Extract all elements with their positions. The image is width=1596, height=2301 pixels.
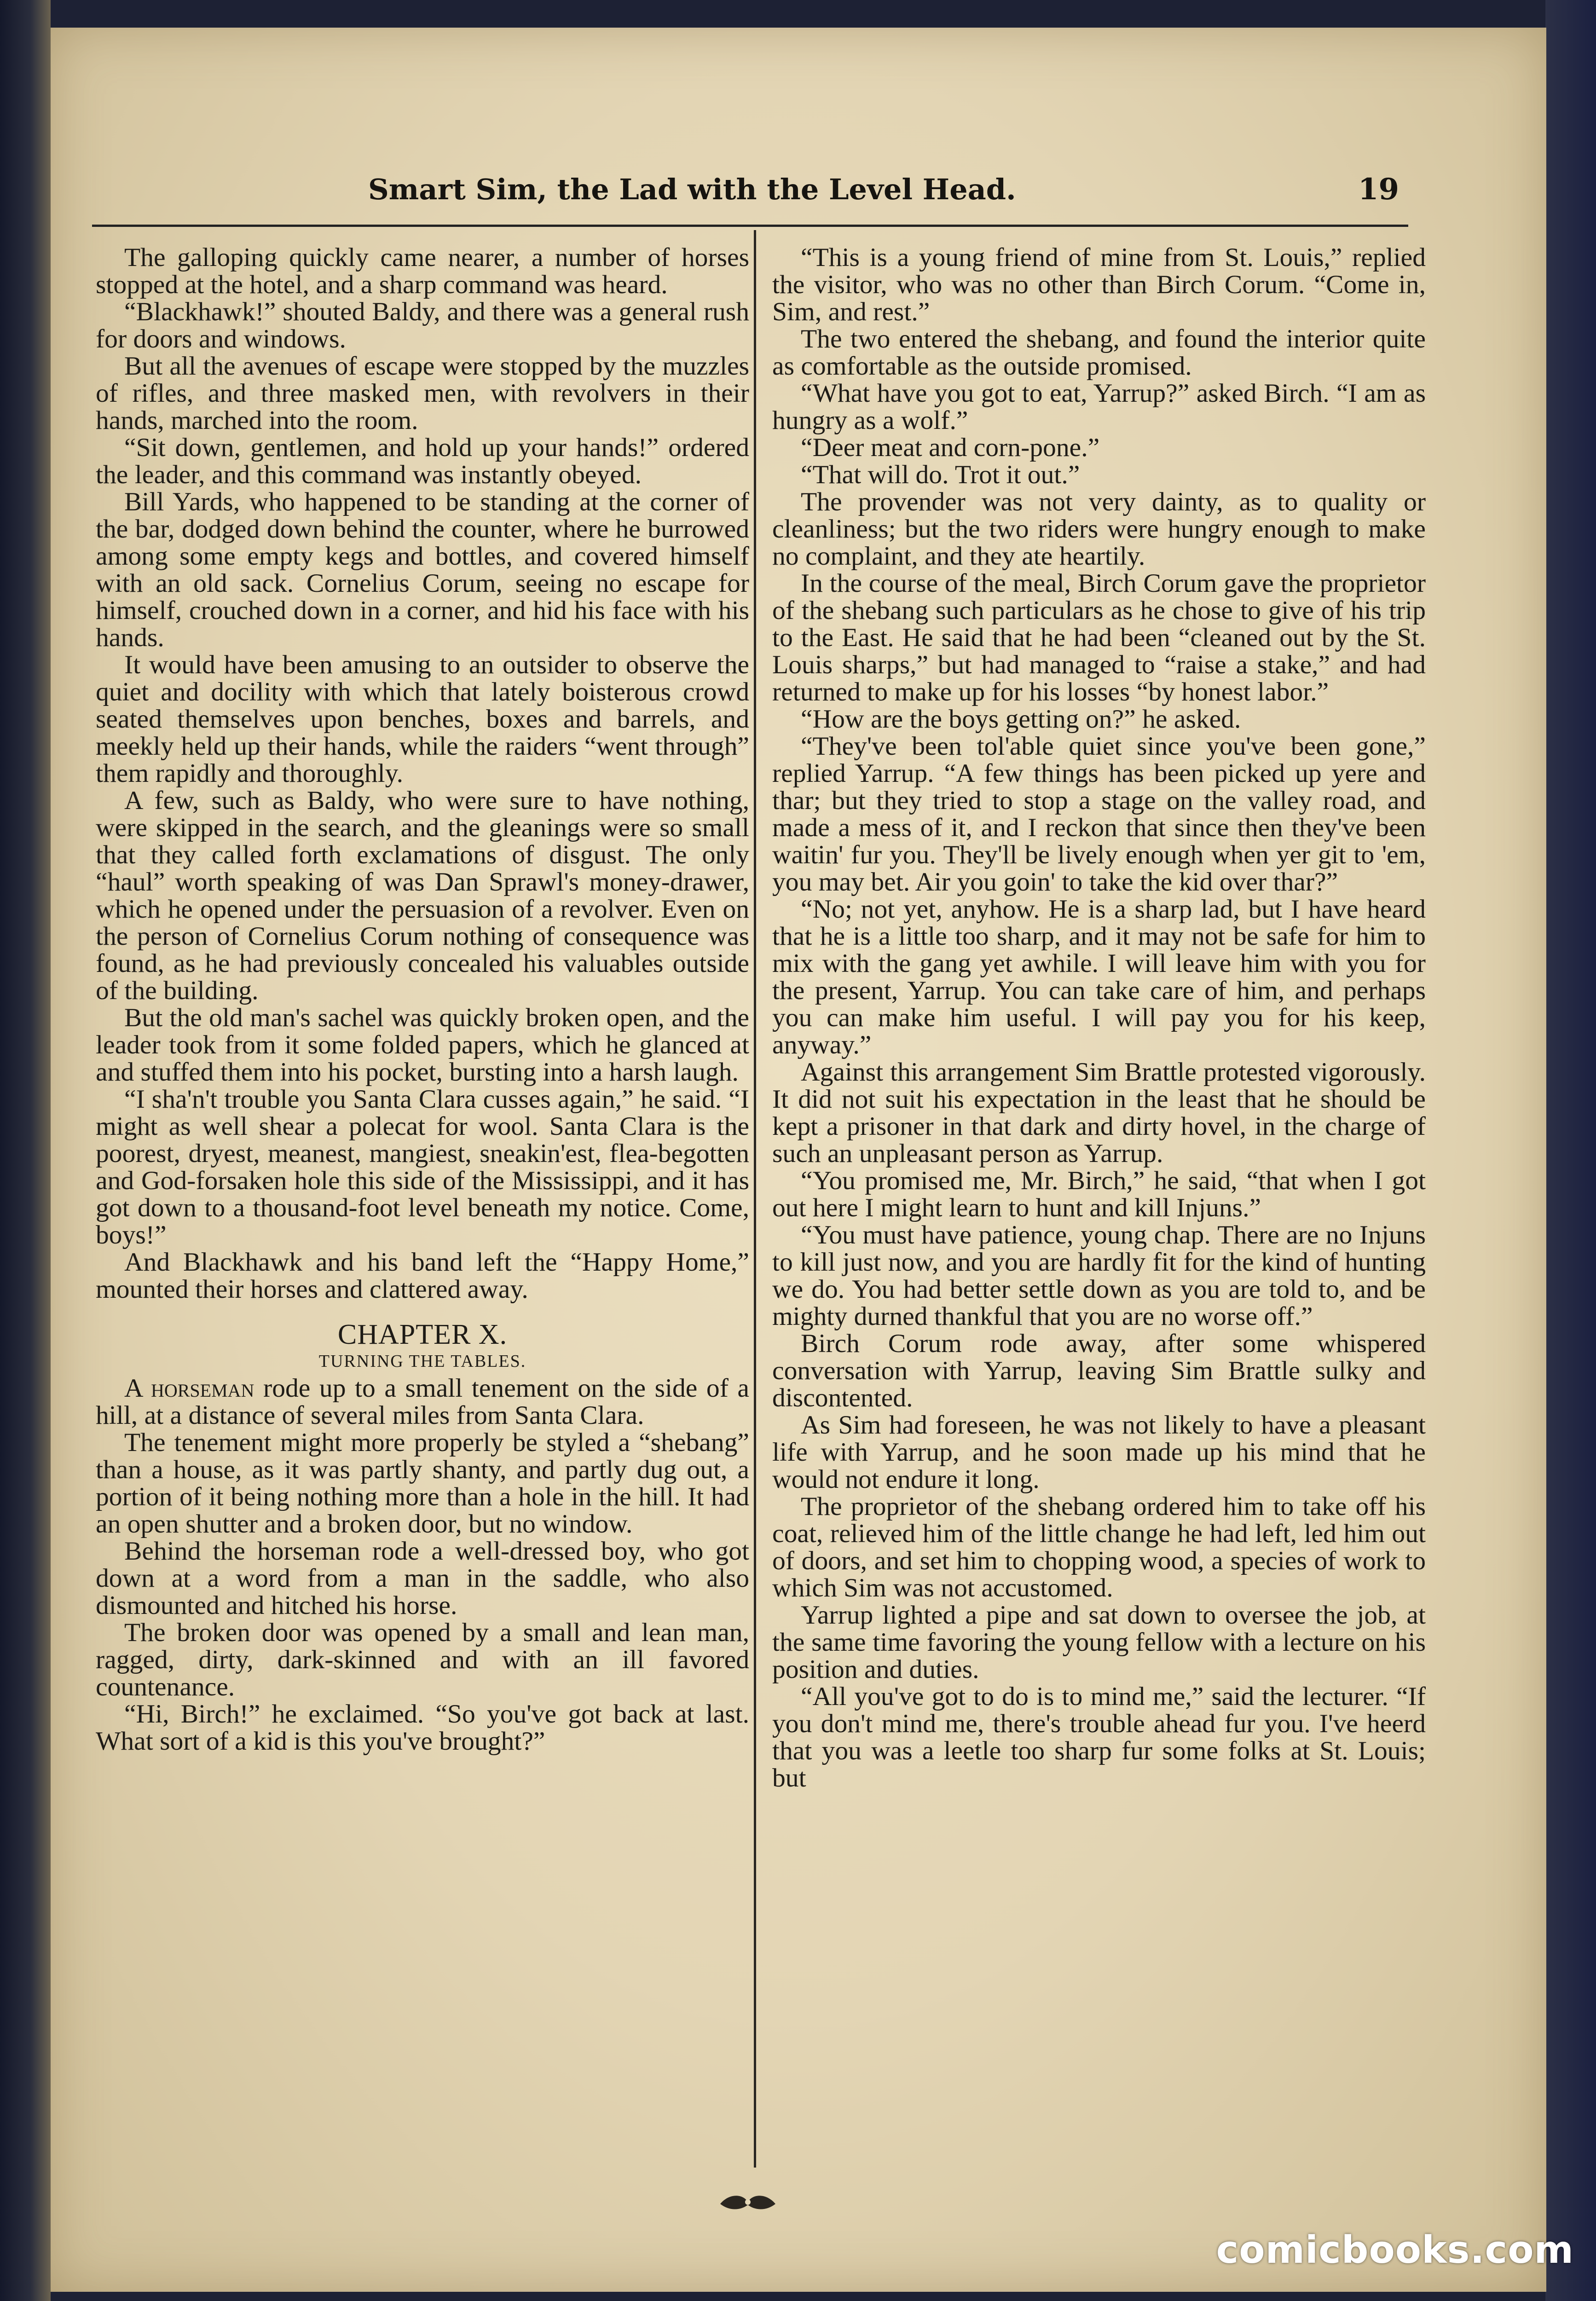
paragraph: “Hi, Birch!” he exclaimed. “So you've got back at last. What sort of a kid is this you've brought?” — [96, 1700, 749, 1756]
paragraph: “All you've got to do is to mind me,” said the lecturer. “If you don't mind me, there's trouble ahead fur you. I've heerd that you was a leetle too sharp fur some folks at St. Louis; but — [772, 1682, 1426, 1792]
scan-background-left — [0, 0, 51, 2301]
paragraph: The two entered the shebang, and found the interior quite as comfortable as the outside promised. — [772, 324, 1426, 381]
paragraph: Against this arrangement Sim Brattle protested vigorously. It did not suit his expectation in the least that he should be kept a prisoner in that dark and dirty hovel, in the charge of such an unpleasant person as Yarrup. — [772, 1058, 1426, 1168]
paragraph: A few, such as Baldy, who were sure to have nothing, were skipped in the search, and the gleanings were so small that they called forth exclamations of disgust. The only “haul” worth speaking of was Dan Sprawl's money-drawer, which he opened under the persuasion of a revolver. Even on the person of Cornelius Corum nothing of consequence was found, as he had previously concealed his valuables outside of the building. — [96, 786, 749, 1005]
chapter-lead-words: A horseman — [124, 1374, 254, 1403]
chapter-title: CHAPTER X. — [337, 1319, 508, 1350]
paragraph: “Blackhawk!” shouted Baldy, and there was a general rush for doors and windows. — [96, 297, 749, 353]
left-column — [96, 244, 749, 2177]
paragraph: “This is a young friend of mine from St. Louis,” replied the visitor, who was no other than Birch Corum. “Come in, Sim, and rest.” — [772, 244, 1426, 326]
paragraph: “Sit down, gentlemen, and hold up your hands!” ordered the leader, and this command was instantly obeyed. — [96, 433, 749, 489]
chapter-subtitle: TURNING THE TABLES. — [318, 1352, 526, 1371]
paragraph: The proprietor of the shebang ordered him to take off his coat, relieved him of the little change he had left, led him out of doors, and set him to chopping wood, a species of work to which Sim was not accustomed. — [772, 1492, 1426, 1602]
chapter-opening-paragraph — [96, 1375, 749, 1429]
paragraph: “That will do. Trot it out.” — [801, 460, 1080, 489]
scan-background-right — [1545, 0, 1596, 2301]
paragraph: The provender was not very dainty, as to quality or cleanliness; but the two riders were hungry enough to make no complaint, and they ate heartily. — [772, 487, 1426, 571]
header-rule — [92, 225, 1408, 227]
paragraph: “No; not yet, anyhow. He is a sharp lad, but I have heard that he is a little too sharp, and it may not be safe for him to mix with the gang yet awhile. I will leave him with you for the present, Yarrup. You can take care of him, and perhaps you can make him useful. I will pay you for his keep, anyway.” — [772, 895, 1426, 1059]
paragraph: Bill Yards, who happened to be standing at the corner of the bar, dodged down behind the counter, where he burrowed among some empty kegs and bottles, and covered himself with an old sack. Cornelius Corum, seeing no escape for himself, crouched down in a corner, and hid his face with his hands. — [96, 487, 749, 652]
printer-ornament-icon — [716, 2188, 780, 2216]
paragraph: As Sim had foreseen, he was not likely to have a pleasant life with Yarrup, and he soon made up his mind that he would not endure it long. — [772, 1411, 1426, 1494]
page-number: 19 — [1358, 172, 1399, 207]
paragraph: But the old man's sachel was quickly broken open, and the leader took from it some folded papers, which he glanced at and stuffed them into his pocket, bursting into a harsh laugh. — [96, 1003, 749, 1087]
paragraph: It would have been amusing to an outsider to observe the quiet and docility with which that lately boisterous crowd seated themselves upon benches, boxes and barrels, and meekly held up their hands, while the raiders “went through” them rapidly and thoroughly. — [96, 650, 749, 788]
paragraph: “How are the boys getting on?” he asked. — [801, 705, 1241, 734]
paragraph: Birch Corum rode away, after some whispered conversation with Yarrup, leaving Sim Brattle sulky and discontented. — [772, 1329, 1426, 1412]
paragraph: The galloping quickly came nearer, a number of horses stopped at the hotel, and a sharp command was heard. — [96, 244, 749, 299]
right-column — [772, 244, 1426, 2177]
paragraph: In the course of the meal, Birch Corum gave the proprietor of the shebang such particulars as he chose to give of his trip to the East. He said that he had been “cleaned out by the St. Louis sharps,” but had managed to “raise a stake,” and had returned to make up for his losses “by honest labor.” — [772, 569, 1426, 706]
paragraph: But all the avenues of escape were stopped by the muzzles of rifles, and three masked men, with revolvers in their hands, marched into the room. — [96, 352, 749, 435]
paragraph: Behind the horseman rode a well-dressed boy, who got down at a word from a man in the saddle, who also dismounted and hitched his horse. — [96, 1537, 749, 1620]
paragraph: Yarrup lighted a pipe and sat down to oversee the job, at the same time favoring the young fellow with a lecture on his position and duties. — [772, 1601, 1426, 1684]
watermark-text: comicbooks.com — [1216, 2228, 1574, 2272]
paragraph: And Blackhawk and his band left the “Happy Home,” mounted their horses and clattered away. — [96, 1248, 749, 1304]
paragraph: “They've been tol'able quiet since you've been gone,” replied Yarrup. “A few things has been picked up yere and thar; but they tried to stop a stage on the valley road, and made a mess of it, and I reckon that since then they've been waitin' fur you. They'll be lively enough when yer git to 'em, you may bet. Air you goin' to take the kid over thar?” — [772, 732, 1426, 896]
column-divider — [754, 230, 756, 2168]
chapter-opening-text: rode up to a small tenement on the side of a hill, at a distance of several miles from Santa Clara. — [96, 1374, 749, 1430]
paragraph: “You promised me, Mr. Birch,” he said, “that when I got out here I might learn to hunt and kill Injuns.” — [772, 1166, 1426, 1222]
paragraph: The broken door was opened by a small and lean man, ragged, dirty, dark-skinned and with an ill favored countenance. — [96, 1618, 749, 1701]
paragraph: The tenement might more properly be styled a “shebang” than a house, as it was partly shanty, and partly dug out, a portion of it being nothing more than a hole in the hill. It had an open shutter and a broken door, but no window. — [96, 1428, 749, 1538]
paragraph: “I sha'n't trouble you Santa Clara cusses again,” he said. “I might as well shear a polecat for wool. Santa Clara is the poorest, dryest, meanest, mangiest, sneakin'est, flea-begotten and God-forsaken hole this side of the Mississippi, and it has got down to a thousand-foot level beneath my notice. Come, boys!” — [96, 1085, 749, 1249]
paragraph: “Deer meat and corn-pone.” — [801, 433, 1100, 462]
paragraph: “You must have patience, young chap. There are no Injuns to kill just now, and you are hardly fit for the kind of hunting we do. You had better settle down as you are told to, and be mighty durned thankful that you are no worse off.” — [772, 1220, 1426, 1331]
running-header-title: Smart Sim, the Lad with the Level Head. — [368, 173, 1016, 206]
paragraph: “What have you got to eat, Yarrup?” asked Birch. “I am as hungry as a wolf.” — [772, 379, 1426, 435]
